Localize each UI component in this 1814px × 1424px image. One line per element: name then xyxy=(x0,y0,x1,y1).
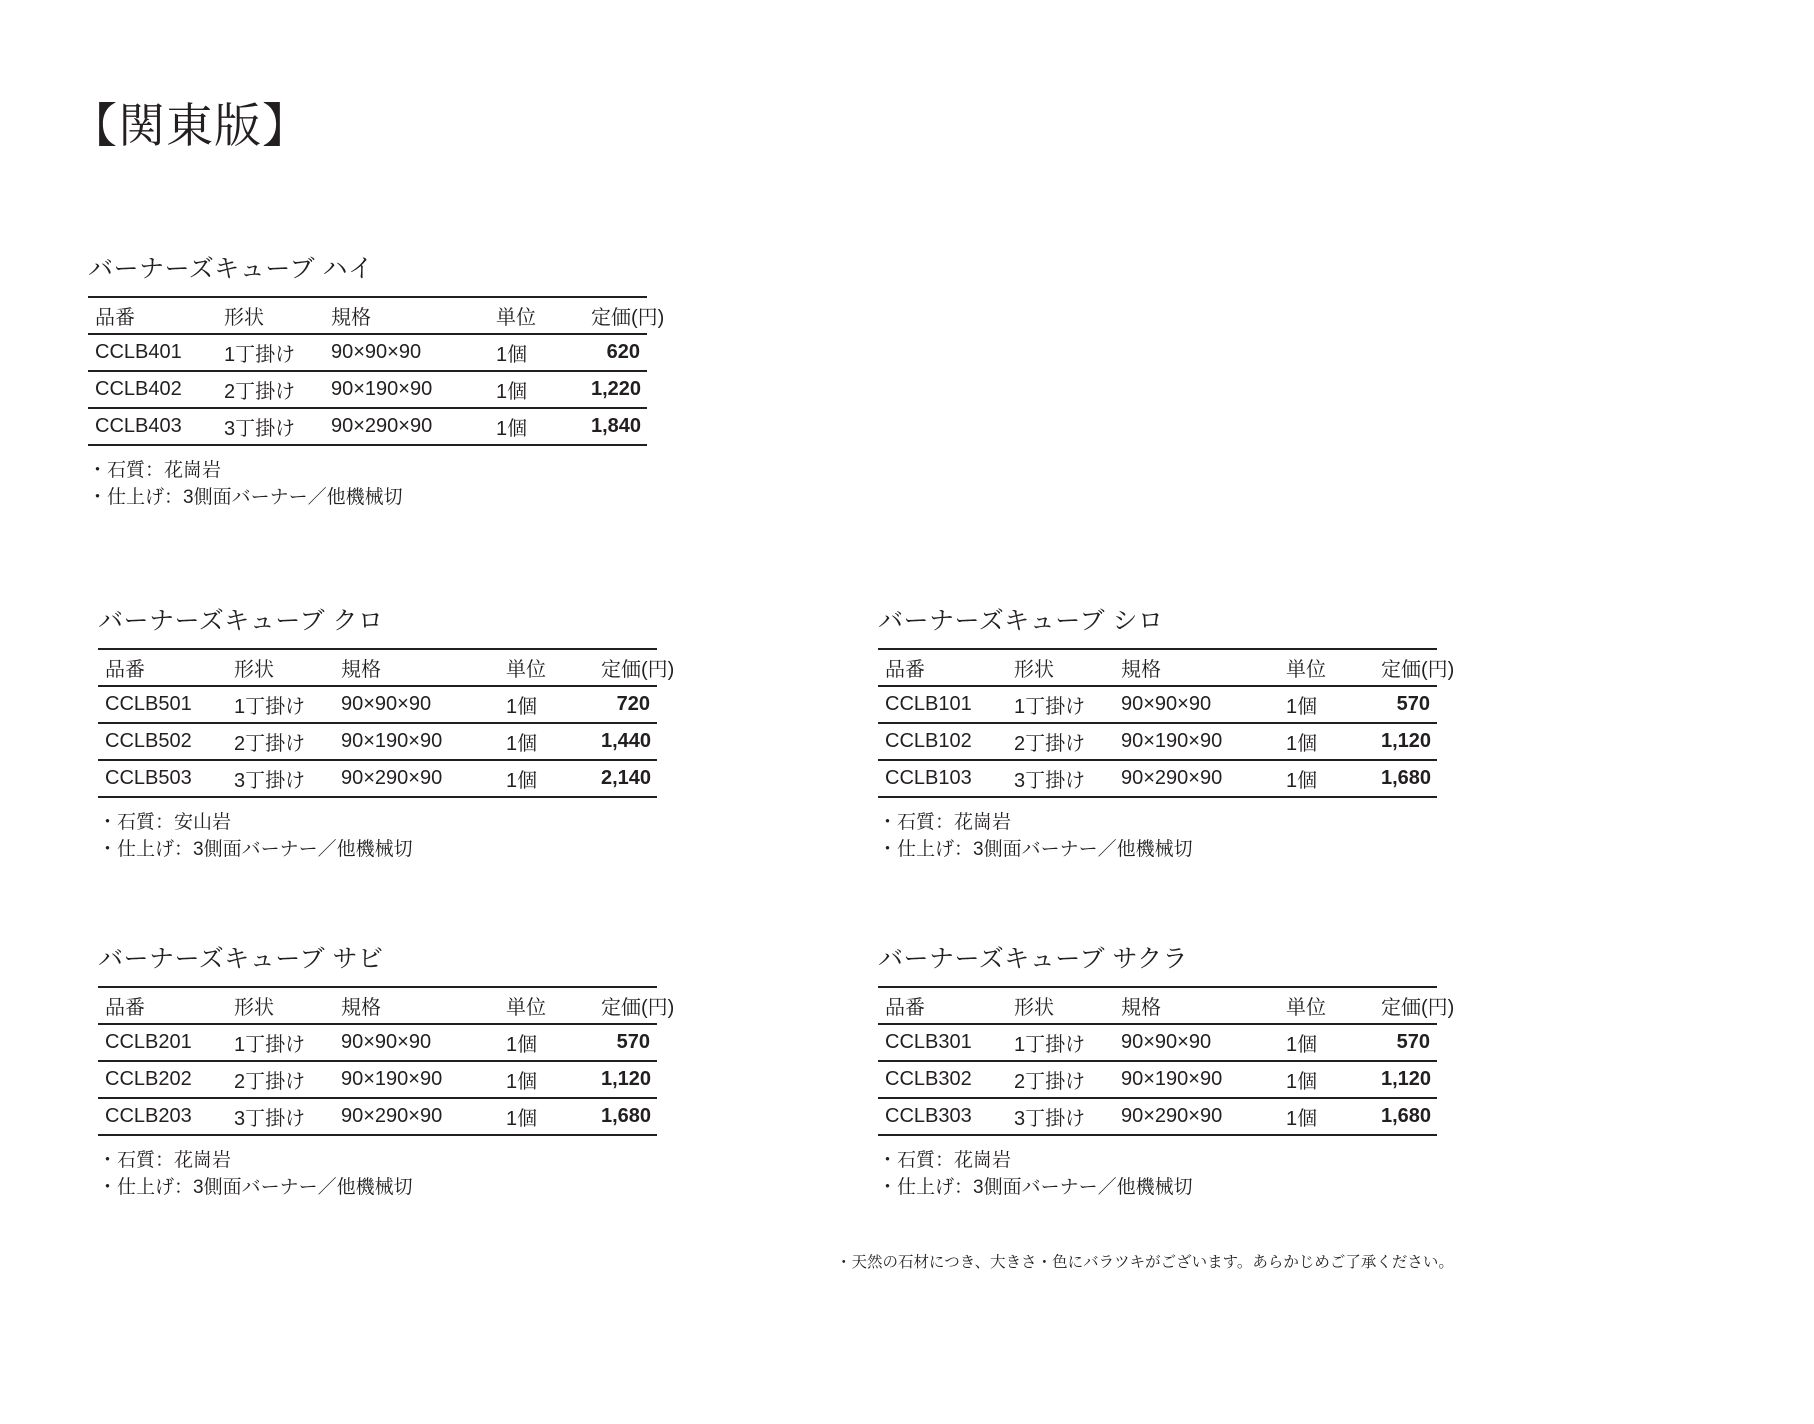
table-row xyxy=(878,760,1437,797)
cell-price: 1,120 xyxy=(1374,723,1437,760)
note-item: ・石質：安山岩 xyxy=(98,811,232,833)
price-table xyxy=(98,648,675,798)
cell-code: CCLB402 xyxy=(88,371,217,408)
cell-code: CCLB502 xyxy=(98,723,227,760)
cell-unit: 1個 xyxy=(1279,1098,1374,1135)
table-row xyxy=(98,1098,657,1135)
header-price: 定価(円) xyxy=(1374,987,1437,1024)
note-item: ・仕上げ：3側面バーナー／他機械切 xyxy=(98,1176,413,1198)
header-size: 規格 xyxy=(324,297,489,334)
cell-shape: 2丁掛け xyxy=(1007,723,1114,760)
cell-size: 90×290×90 xyxy=(1114,760,1279,797)
cell-price: 2,140 xyxy=(594,760,657,797)
price-table xyxy=(88,296,665,446)
cell-price: 1,220 xyxy=(584,371,647,408)
product-notes xyxy=(878,1147,1402,1201)
cell-shape: 2丁掛け xyxy=(227,723,334,760)
product-title: バーナーズキューブ ハイ xyxy=(88,255,374,283)
header-code: 品番 xyxy=(878,649,1007,686)
cell-code: CCLB403 xyxy=(88,408,217,445)
cell-unit: 1個 xyxy=(499,1024,594,1061)
cell-shape: 1丁掛け xyxy=(1007,1024,1114,1061)
table-row xyxy=(878,686,1437,723)
product-notes xyxy=(98,1147,622,1201)
table-row xyxy=(98,723,657,760)
header-shape: 形状 xyxy=(217,297,324,334)
table-row xyxy=(878,723,1437,760)
cell-price: 1,680 xyxy=(1374,760,1437,797)
header-code: 品番 xyxy=(878,987,1007,1024)
note-item: ・仕上げ：3側面バーナー／他機械切 xyxy=(878,838,1193,860)
cell-shape: 2丁掛け xyxy=(217,371,324,408)
cell-unit: 1個 xyxy=(1279,760,1374,797)
cell-size: 90×190×90 xyxy=(1114,1061,1279,1098)
table-row xyxy=(98,1024,657,1061)
cell-unit: 1個 xyxy=(1279,1061,1374,1098)
cell-size: 90×90×90 xyxy=(1114,686,1279,723)
cell-size: 90×90×90 xyxy=(334,1024,499,1061)
cell-shape: 3丁掛け xyxy=(227,760,334,797)
cell-size: 90×90×90 xyxy=(1114,1024,1279,1061)
cell-price: 1,680 xyxy=(594,1098,657,1135)
product-title: バーナーズキューブ サビ xyxy=(98,945,384,973)
table-row xyxy=(98,1061,657,1098)
cell-unit: 1個 xyxy=(499,1098,594,1135)
table-row xyxy=(88,334,647,371)
header-unit: 単位 xyxy=(1279,987,1374,1024)
cell-unit: 1個 xyxy=(489,408,584,445)
cell-price: 1,680 xyxy=(1374,1098,1437,1135)
cell-shape: 1丁掛け xyxy=(227,686,334,723)
note-item: ・石質：花崗岩 xyxy=(878,811,1012,833)
cell-price: 1,440 xyxy=(594,723,657,760)
header-size: 規格 xyxy=(1114,649,1279,686)
table-row xyxy=(88,408,647,445)
product-section-sakura xyxy=(878,945,1455,1201)
header-unit: 単位 xyxy=(499,649,594,686)
price-table xyxy=(878,648,1455,798)
note-item: ・石質：花崗岩 xyxy=(878,1149,1012,1171)
cell-price: 720 xyxy=(594,686,657,723)
cell-size: 90×190×90 xyxy=(334,1061,499,1098)
table-header-row xyxy=(98,649,657,686)
cell-shape: 3丁掛け xyxy=(227,1098,334,1135)
cell-unit: 1個 xyxy=(499,760,594,797)
header-code: 品番 xyxy=(98,649,227,686)
cell-code: CCLB103 xyxy=(878,760,1007,797)
note-item: ・仕上げ：3側面バーナー／他機械切 xyxy=(878,1176,1193,1198)
cell-size: 90×290×90 xyxy=(334,1098,499,1135)
header-unit: 単位 xyxy=(499,987,594,1024)
cell-price: 570 xyxy=(594,1024,657,1061)
header-size: 規格 xyxy=(1114,987,1279,1024)
cell-code: CCLB201 xyxy=(98,1024,227,1061)
note-item: ・仕上げ：3側面バーナー／他機械切 xyxy=(98,838,413,860)
product-section-hai xyxy=(88,255,665,511)
cell-code: CCLB202 xyxy=(98,1061,227,1098)
table-header-row xyxy=(88,297,647,334)
cell-unit: 1個 xyxy=(489,371,584,408)
table-row xyxy=(98,686,657,723)
product-section-sabi xyxy=(98,945,675,1201)
product-title: バーナーズキューブ サクラ xyxy=(878,945,1188,973)
cell-price: 570 xyxy=(1374,1024,1437,1061)
cell-code: CCLB302 xyxy=(878,1061,1007,1098)
header-size: 規格 xyxy=(334,649,499,686)
cell-unit: 1個 xyxy=(499,686,594,723)
cell-size: 90×90×90 xyxy=(334,686,499,723)
cell-size: 90×90×90 xyxy=(324,334,489,371)
cell-size: 90×290×90 xyxy=(334,760,499,797)
cell-price: 570 xyxy=(1374,686,1437,723)
table-header-row xyxy=(878,649,1437,686)
cell-unit: 1個 xyxy=(499,1061,594,1098)
cell-code: CCLB503 xyxy=(98,760,227,797)
table-row xyxy=(88,371,647,408)
table-header-row xyxy=(878,987,1437,1024)
header-unit: 単位 xyxy=(489,297,584,334)
note-item: ・石質：花崗岩 xyxy=(88,459,222,481)
cell-shape: 1丁掛け xyxy=(1007,686,1114,723)
header-price: 定価(円) xyxy=(594,649,657,686)
table-row xyxy=(878,1024,1437,1061)
header-code: 品番 xyxy=(88,297,217,334)
cell-code: CCLB102 xyxy=(878,723,1007,760)
note-item: ・石質：花崗岩 xyxy=(98,1149,232,1171)
cell-shape: 1丁掛け xyxy=(227,1024,334,1061)
table-row xyxy=(878,1061,1437,1098)
cell-shape: 3丁掛け xyxy=(217,408,324,445)
cell-size: 90×290×90 xyxy=(324,408,489,445)
cell-code: CCLB401 xyxy=(88,334,217,371)
header-price: 定価(円) xyxy=(594,987,657,1024)
cell-code: CCLB501 xyxy=(98,686,227,723)
note-item: ・仕上げ：3側面バーナー／他機械切 xyxy=(88,486,403,508)
header-shape: 形状 xyxy=(1007,649,1114,686)
price-table xyxy=(98,986,675,1136)
page-title: 【関東版】 xyxy=(70,99,310,152)
header-size: 規格 xyxy=(334,987,499,1024)
cell-unit: 1個 xyxy=(1279,723,1374,760)
header-unit: 単位 xyxy=(1279,649,1374,686)
table-header-row xyxy=(98,987,657,1024)
cell-size: 90×190×90 xyxy=(1114,723,1279,760)
cell-price: 620 xyxy=(584,334,647,371)
header-shape: 形状 xyxy=(227,649,334,686)
cell-shape: 3丁掛け xyxy=(1007,1098,1114,1135)
header-price: 定価(円) xyxy=(1374,649,1437,686)
table-row xyxy=(878,1098,1437,1135)
cell-price: 1,120 xyxy=(594,1061,657,1098)
cell-size: 90×190×90 xyxy=(324,371,489,408)
cell-unit: 1個 xyxy=(1279,686,1374,723)
cell-code: CCLB101 xyxy=(878,686,1007,723)
product-notes xyxy=(98,809,622,863)
product-notes xyxy=(88,457,612,511)
cell-size: 90×290×90 xyxy=(1114,1098,1279,1135)
header-shape: 形状 xyxy=(227,987,334,1024)
product-section-kuro xyxy=(98,607,675,863)
cell-shape: 2丁掛け xyxy=(227,1061,334,1098)
cell-unit: 1個 xyxy=(499,723,594,760)
cell-size: 90×190×90 xyxy=(334,723,499,760)
header-price: 定価(円) xyxy=(584,297,647,334)
header-shape: 形状 xyxy=(1007,987,1114,1024)
cell-code: CCLB203 xyxy=(98,1098,227,1135)
cell-shape: 3丁掛け xyxy=(1007,760,1114,797)
table-row xyxy=(98,760,657,797)
product-title: バーナーズキューブ クロ xyxy=(98,607,384,635)
cell-shape: 2丁掛け xyxy=(1007,1061,1114,1098)
cell-shape: 1丁掛け xyxy=(217,334,324,371)
product-title: バーナーズキューブ シロ xyxy=(878,607,1164,635)
cell-code: CCLB301 xyxy=(878,1024,1007,1061)
cell-price: 1,120 xyxy=(1374,1061,1437,1098)
natural-stone-disclaimer: ・天然の石材につき、大きさ・色にバラツキがございます。あらかじめご了承ください。 xyxy=(836,1254,1454,1271)
cell-unit: 1個 xyxy=(1279,1024,1374,1061)
price-table xyxy=(878,986,1455,1136)
product-notes xyxy=(878,809,1402,863)
header-code: 品番 xyxy=(98,987,227,1024)
cell-unit: 1個 xyxy=(489,334,584,371)
cell-price: 1,840 xyxy=(584,408,647,445)
cell-code: CCLB303 xyxy=(878,1098,1007,1135)
product-section-shiro xyxy=(878,607,1455,863)
